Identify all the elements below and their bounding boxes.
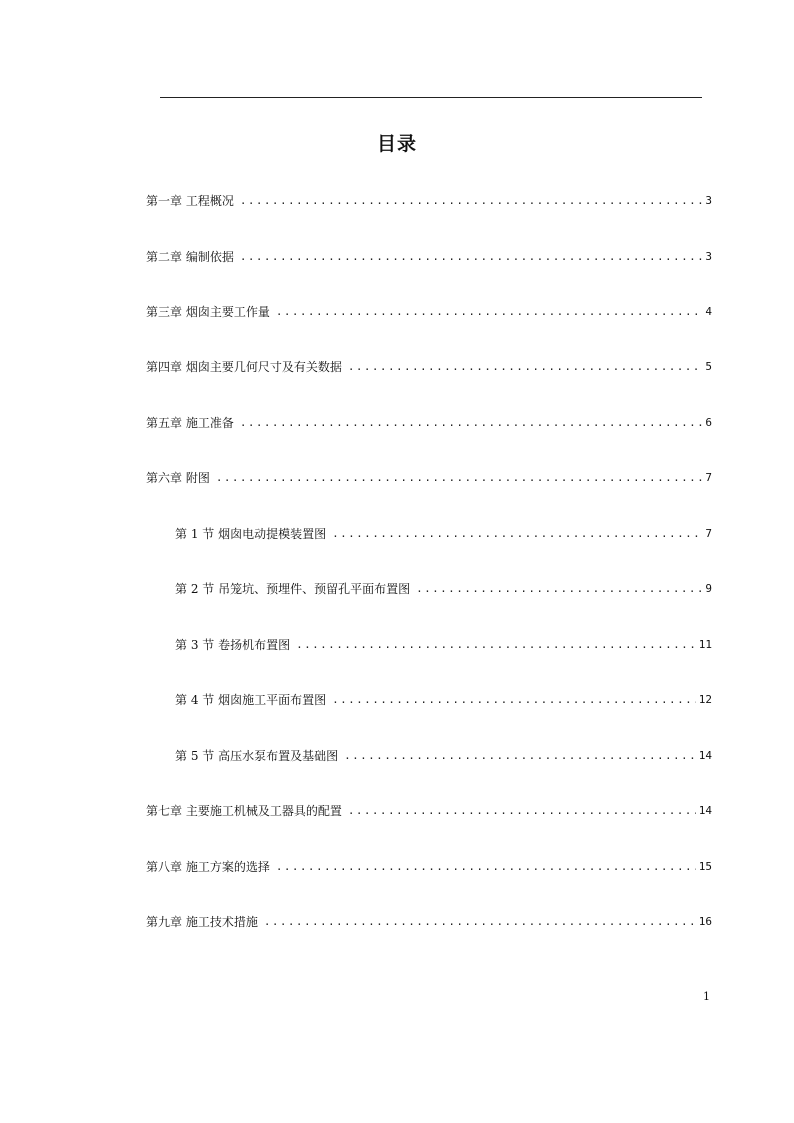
toc-entry-page: 14 bbox=[698, 749, 712, 762]
toc-entry-section-3[interactable] bbox=[175, 636, 712, 654]
toc-entry-chapter-4[interactable] bbox=[146, 358, 712, 376]
toc-entry-label: 第六章 附图 bbox=[146, 471, 210, 485]
toc-leader-dots bbox=[416, 580, 702, 598]
toc-entry-label: 第五章 施工准备 bbox=[146, 416, 234, 430]
toc-entry-label: 第 1 节 烟囱电动提模装置图 bbox=[175, 527, 327, 541]
toc-entry-section-1[interactable] bbox=[175, 525, 712, 543]
toc-entry-label: 第八章 施工方案的选择 bbox=[146, 860, 270, 874]
toc-entry-page: 3 bbox=[705, 250, 712, 263]
toc-leader-dots bbox=[276, 303, 703, 321]
toc-entry-label: 第九章 施工技术措施 bbox=[146, 915, 258, 929]
toc-entry-chapter-8[interactable] bbox=[146, 858, 712, 876]
toc-leader-dots bbox=[332, 525, 702, 543]
toc-entry-page: 4 bbox=[705, 305, 712, 318]
toc-entry-page: 9 bbox=[705, 582, 712, 595]
toc-entry-label: 第 2 节 吊笼坑、预埋件、预留孔平面布置图 bbox=[175, 582, 411, 596]
toc-leader-dots bbox=[240, 414, 703, 432]
toc-entry-page: 15 bbox=[698, 860, 712, 873]
toc-entry-page: 6 bbox=[705, 416, 712, 429]
toc-entry-label: 第四章 烟囱主要几何尺寸及有关数据 bbox=[146, 360, 342, 374]
toc-entry-label: 第 4 节 烟囱施工平面布置图 bbox=[175, 693, 327, 707]
toc-entry-page: 3 bbox=[705, 194, 712, 207]
toc-entry-section-2[interactable] bbox=[175, 580, 712, 598]
toc-entry-section-5[interactable] bbox=[175, 747, 712, 765]
toc-leader-dots bbox=[296, 636, 696, 654]
toc-entry-chapter-1[interactable] bbox=[146, 192, 712, 210]
toc-entry-chapter-2[interactable] bbox=[146, 248, 712, 266]
toc-entry-chapter-6[interactable] bbox=[146, 469, 712, 487]
toc-leader-dots bbox=[240, 192, 703, 210]
toc-entry-page: 7 bbox=[705, 527, 712, 540]
toc-leader-dots bbox=[264, 913, 696, 931]
toc-leader-dots bbox=[216, 469, 703, 487]
toc-entry-label: 第三章 烟囱主要工作量 bbox=[146, 305, 270, 319]
toc-leader-dots bbox=[348, 358, 703, 376]
toc-leader-dots bbox=[348, 802, 696, 820]
toc-leader-dots bbox=[344, 747, 696, 765]
toc-entry-section-4[interactable] bbox=[175, 691, 712, 709]
toc-entry-chapter-9[interactable] bbox=[146, 913, 712, 931]
toc-entry-page: 7 bbox=[705, 471, 712, 484]
toc-entry-chapter-7[interactable] bbox=[146, 802, 712, 820]
toc-leader-dots bbox=[332, 691, 696, 709]
toc-entry-label: 第 3 节 卷扬机布置图 bbox=[175, 638, 291, 652]
toc-entry-page: 12 bbox=[698, 693, 712, 706]
toc-entry-chapter-3[interactable] bbox=[146, 303, 712, 321]
toc-leader-dots bbox=[276, 858, 696, 876]
toc-entry-page: 11 bbox=[698, 638, 712, 651]
header-rule bbox=[160, 97, 702, 98]
toc-entry-label: 第二章 编制依据 bbox=[146, 250, 234, 264]
toc-leader-dots bbox=[240, 248, 703, 266]
toc-entry-label: 第一章 工程概况 bbox=[146, 194, 234, 208]
toc-entry-page: 14 bbox=[698, 804, 712, 817]
page-number: 1 bbox=[703, 990, 710, 1003]
toc-entry-page: 16 bbox=[698, 915, 712, 928]
toc-title: 目录 bbox=[376, 133, 417, 155]
toc-entry-page: 5 bbox=[705, 360, 712, 373]
toc-entry-label: 第七章 主要施工机械及工器具的配置 bbox=[146, 804, 342, 818]
toc-entry-chapter-5[interactable] bbox=[146, 414, 712, 432]
toc-entry-label: 第 5 节 高压水泵布置及基础图 bbox=[175, 749, 339, 763]
